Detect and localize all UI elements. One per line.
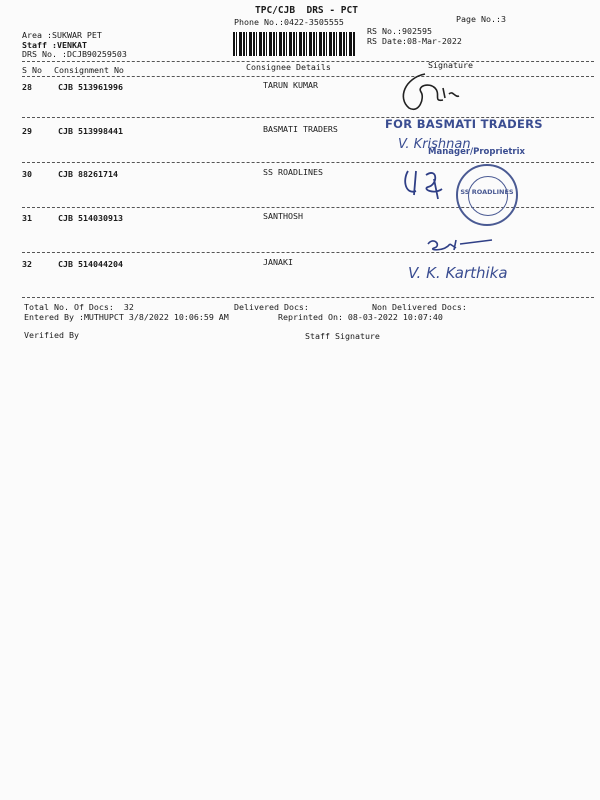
signature-ss-roadlines [398, 165, 458, 205]
stamp-text: SS ROADLINES [460, 188, 514, 196]
janaki-signature: V. K. Karthika [408, 264, 508, 282]
barcode [233, 32, 355, 56]
row-consignment: CJB 514044204 [58, 259, 123, 269]
signature-tarun [395, 68, 465, 118]
row-consignee: SS ROADLINES [263, 167, 323, 177]
row-consignment: CJB 514030913 [58, 213, 123, 223]
row-sno: 29 [22, 126, 32, 136]
signature-santhosh [420, 232, 500, 256]
total-docs: Total No. Of Docs: 32 [24, 302, 134, 312]
row-consignee: SANTHOSH [263, 211, 303, 221]
col-sno: S No [22, 65, 42, 75]
drs-number: DRS No. :DCJB90259503 [22, 49, 127, 59]
area-label: Area :SUKWAR PET [22, 30, 102, 40]
verified-by: Verified By [24, 330, 79, 340]
row-sno: 32 [22, 259, 32, 269]
col-consignment: Consignment No [54, 65, 124, 75]
row-consignee: JANAKI [263, 257, 293, 267]
divider [22, 162, 594, 163]
row-sno: 30 [22, 169, 32, 179]
staff-label: Staff :VENKAT [22, 40, 87, 50]
basmati-title: Manager/Proprietrix [428, 147, 525, 157]
divider [22, 252, 594, 253]
row-consignment: CJB 513961996 [58, 82, 123, 92]
delivered-docs: Delivered Docs: [234, 302, 309, 312]
stamp-inner-ring [468, 176, 508, 216]
divider [22, 297, 594, 298]
staff-signature-label: Staff Signature [305, 331, 380, 341]
doc-title: TPC/CJB DRS - PCT [255, 5, 358, 16]
company-stamp [456, 164, 518, 226]
row-sno: 31 [22, 213, 32, 223]
basmati-signature: V. Krishnan [398, 137, 471, 152]
non-delivered-docs: Non Delivered Docs: [372, 302, 467, 312]
divider [22, 76, 594, 77]
row-sno: 28 [22, 82, 32, 92]
rs-date: RS Date:08-Mar-2022 [367, 36, 462, 46]
basmati-stamp: FOR BASMATI TRADERS [385, 117, 543, 131]
page-number: Page No.:3 [456, 14, 506, 24]
entered-by: Entered By :MUTHUPCT 3/8/2022 10:06:59 AM [24, 312, 229, 322]
row-consignee: TARUN KUMAR [263, 80, 318, 90]
phone-number: Phone No.:0422-3505555 [234, 17, 344, 27]
rs-number: RS No.:902595 [367, 26, 432, 36]
col-signature: Signature [428, 60, 473, 70]
col-consignee: Consignee Details [246, 62, 331, 72]
reprinted-on: Reprinted On: 08-03-2022 10:07:40 [278, 312, 443, 322]
row-consignment: CJB 88261714 [58, 169, 118, 179]
row-consignment: CJB 513998441 [58, 126, 123, 136]
row-consignee: BASMATI TRADERS [263, 124, 338, 134]
